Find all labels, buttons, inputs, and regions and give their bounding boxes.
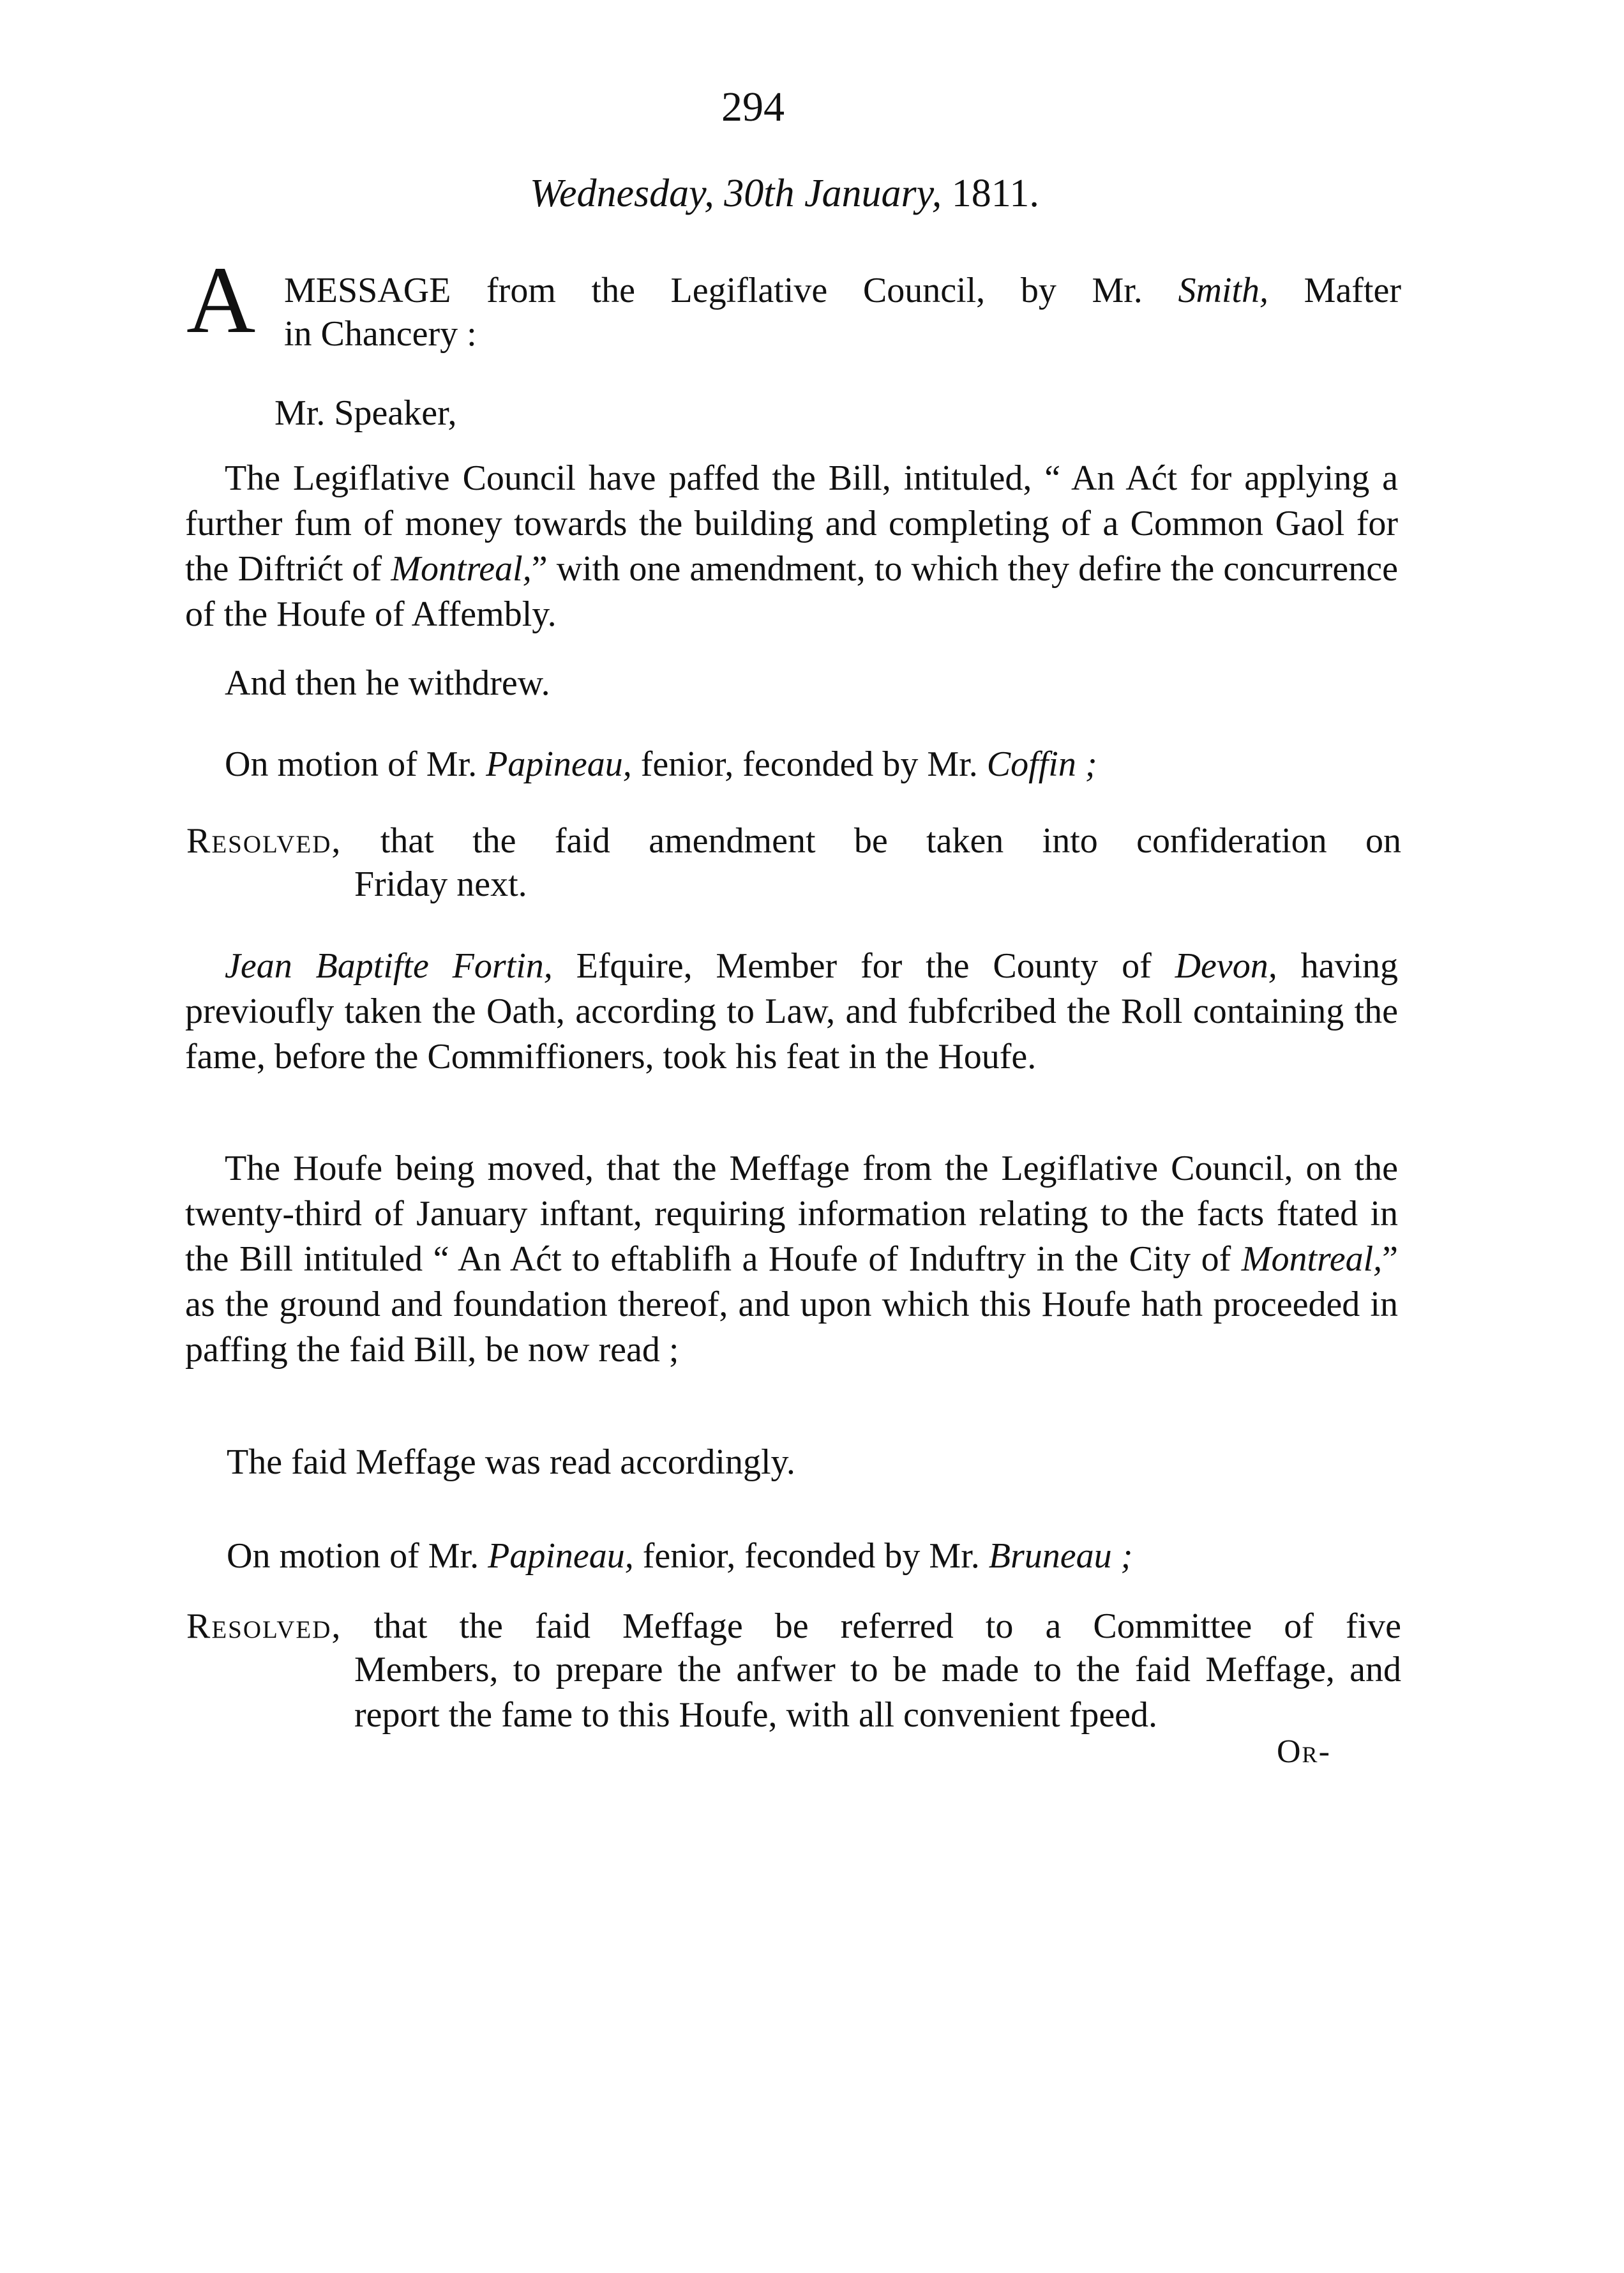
motion-2-middle: fenior, feconded by Mr.: [642, 1536, 980, 1576]
messenger-name: Smith,: [1178, 271, 1269, 310]
date-month: January,: [804, 172, 942, 215]
read-line: The faid Meffage was read accordingly.: [227, 1442, 795, 1482]
county-name: Devon,: [1175, 946, 1277, 986]
council-place: Montreal,: [391, 549, 532, 589]
date-date: 30th: [724, 172, 795, 215]
resolved-2-text: that the faid Meffage be referred to a Committee of five: [373, 1606, 1402, 1646]
message-text-a: MESSAGE from the Legiflative Council, by Mr.: [284, 271, 1143, 310]
resolved-1-line-1: [186, 819, 1401, 864]
resolved-2-label: Resolved,: [186, 1606, 342, 1646]
resolved-2-line-1: [186, 1604, 1401, 1649]
catchword: Or-: [1277, 1733, 1331, 1770]
message-line-1: [284, 268, 1401, 313]
date-day: Wednesday,: [530, 172, 714, 215]
council-text-b: ” with one amendment, to which they defire the concurrence of the Houfe of Affembly.: [185, 549, 1398, 634]
moved-place: Montreal,: [1241, 1239, 1383, 1279]
moved-paragraph: [185, 1146, 1398, 1373]
fortin-text-b: having previoufly taken the Oath, according to Law, and fubfcribed the Roll containing the fame, before the Commiffioners, took his feat in the Houfe.: [185, 946, 1399, 1076]
withdrew-line: And then he withdrew.: [225, 663, 550, 703]
moved-text-a: The Houfe being moved, that the Meffage from the Legiflative Council, on the twenty-third of January inftant, requiring information relating to the facts ftated in the Bill intituled “ An Aćt to eftablifh a Houfe of Induftry in the City of: [185, 1149, 1398, 1279]
motion-1-middle: fenior, feconded by Mr.: [640, 744, 978, 784]
date-line: [530, 171, 1039, 216]
fortin-paragraph: [185, 944, 1398, 1080]
salutation: Mr. Speaker,: [274, 393, 457, 433]
council-text-a: The Legiflative Council have paffed the Bill, intituled, “ An Aćt for applying a further fum of money towards the building and completing of a Common Gaol for the Diftrićt of: [185, 458, 1398, 589]
date-year: 1811.: [951, 172, 1039, 215]
motion-2-seconder: Bruneau ;: [988, 1536, 1133, 1576]
member-name: Jean Baptifte Fortin,: [225, 946, 553, 986]
resolved-1-line-2: Friday next.: [354, 865, 527, 904]
message-line-2: in Chancery :: [284, 314, 477, 354]
council-paragraph: [185, 456, 1398, 637]
moved-text-b: ” as the ground and foundation thereof, and upon which this Houfe hath proceeded in paffing the faid Bill, be now read ;: [185, 1239, 1398, 1370]
motion-1: [225, 742, 1097, 787]
fortin-text-a: Efquire, Member for the County of: [576, 946, 1152, 986]
motion-2: [227, 1534, 1132, 1579]
motion-2-prefix: On motion of Mr.: [227, 1536, 479, 1576]
motion-1-prefix: On motion of Mr.: [225, 744, 477, 784]
motion-1-mover: Papineau,: [486, 744, 632, 784]
message-text-b: Mafter: [1304, 271, 1402, 310]
resolved-2-body: Members, to prepare the anfwer to be made to the faid Meffage, and report the fame to this Houfe, with all convenient fpeed.: [354, 1650, 1401, 1735]
motion-2-mover: Papineau,: [488, 1536, 634, 1576]
drop-cap: A: [186, 247, 256, 353]
page-number: 294: [721, 84, 785, 130]
resolved-1-text: that the faid amendment be taken into confideration on: [380, 821, 1401, 861]
resolved-1-label: Resolved,: [186, 821, 342, 861]
motion-1-seconder: Coffin ;: [986, 744, 1097, 784]
